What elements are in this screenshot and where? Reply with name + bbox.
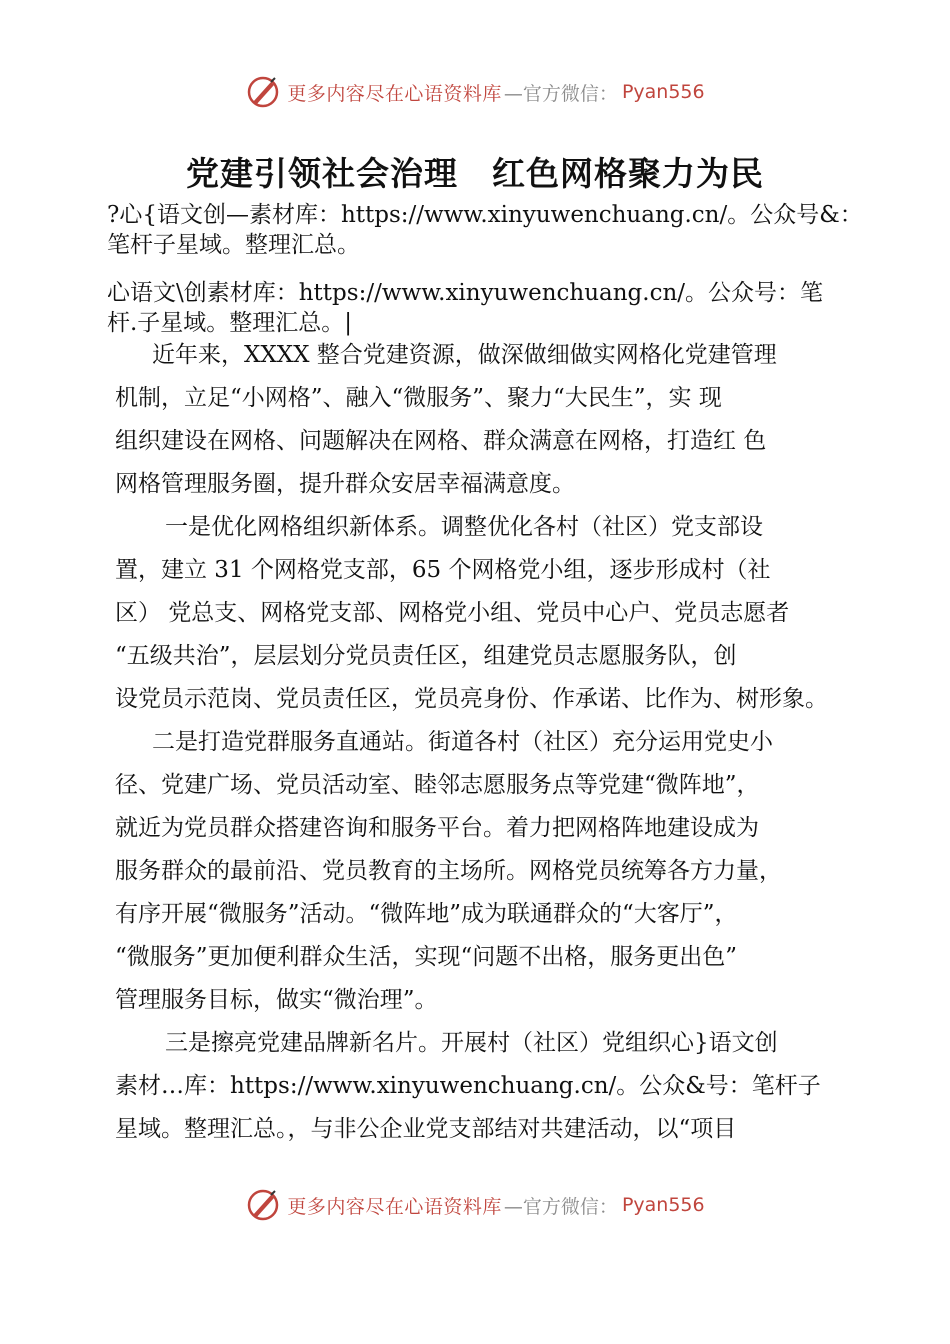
body-line: 设党员示范岗、党员责任区，党员亮身份、作承诺、比作为、树形象。 — [115, 686, 828, 712]
body-line: 星域。整理汇总。，与非公企业党支部结对共建活动，以“项目 — [115, 1116, 737, 1142]
pen-logo-icon — [245, 74, 281, 110]
banner-wechat-id: Pyan556 — [621, 81, 705, 103]
watermark-banner-top — [0, 70, 950, 114]
header-line: 笔杆子星域。整理汇总。 — [107, 232, 360, 258]
banner-separator-text: —官方微信： — [503, 1195, 618, 1218]
body-line: 就近为党员群众搭建咨询和服务平台。着力把网格阵地建设成为 — [115, 815, 759, 841]
pen-logo-icon — [245, 1187, 281, 1223]
banner-main-text: 更多内容尽在心语资料库 — [287, 82, 502, 105]
body-line: 服务群众的最前沿、党员教育的主场所。网格党员统筹各方力量， — [115, 858, 782, 884]
body-line: 三是擦亮党建品牌新名片。开展村（社区）党组织心}语文创 — [165, 1030, 778, 1056]
body-line: 区） 党总支、网格党支部、网格党小组、党员中心户、党员志愿者 — [115, 600, 790, 626]
body-line: 机制，立足“小网格”、融入“微服务”、聚力“大民生”，实 现 — [115, 385, 722, 411]
body-line: 近年来，XXXX 整合党建资源，做深做细做实网格化党建管理 — [152, 342, 777, 368]
banner-main-text: 更多内容尽在心语资料库 — [287, 1195, 502, 1218]
body-line: 素材…库：https://www.xinyuwenchuang.cn/。公众&号：笔杆子 — [115, 1073, 821, 1099]
body-line: 置，建立 31 个网格党支部，65 个网格党小组，逐步形成村（社 — [115, 557, 771, 583]
header-line: ?心{语文创—素材库：https://www.xinyuwenchuang.cn/。公众号&： — [107, 202, 863, 228]
body-line: 一是优化网格组织新体系。调整优化各村（社区）党支部设 — [165, 514, 763, 540]
page-title: 党建引领社会治理 红色网格聚力为民 — [186, 154, 764, 193]
body-line: 管理服务目标，做实“微治理”。 — [115, 987, 438, 1013]
body-line: 有序开展“微服务”活动。“微阵地”成为联通群众的“大客厅”， — [115, 901, 738, 927]
header-line: 心语文\创素材库：https://www.xinyuwenchuang.cn/。公众号：笔 — [107, 280, 824, 306]
watermark-banner-bottom — [0, 1183, 950, 1227]
body-line: 组织建设在网格、问题解决在网格、群众满意在网格，打造红 色 — [115, 428, 767, 454]
body-line: 径、党建广场、党员活动室、睦邻志愿服务点等党建“微阵地”， — [115, 772, 760, 798]
banner-wechat-id: Pyan556 — [621, 1194, 705, 1216]
body-line: 二是打造党群服务直通站。街道各村（社区）充分运用党史小 — [152, 729, 773, 755]
body-line: “微服务”更加便利群众生活，实现“问题不出格，服务更出色” — [115, 944, 738, 970]
banner-separator-text: —官方微信： — [503, 82, 618, 105]
body-line: 网格管理服务圈，提升群众安居幸福满意度。 — [115, 471, 575, 497]
header-line: 杆.子星域。整理汇总。| — [107, 310, 353, 336]
body-line: “五级共治”，层层划分党员责任区，组建党员志愿服务队，创 — [115, 643, 737, 669]
